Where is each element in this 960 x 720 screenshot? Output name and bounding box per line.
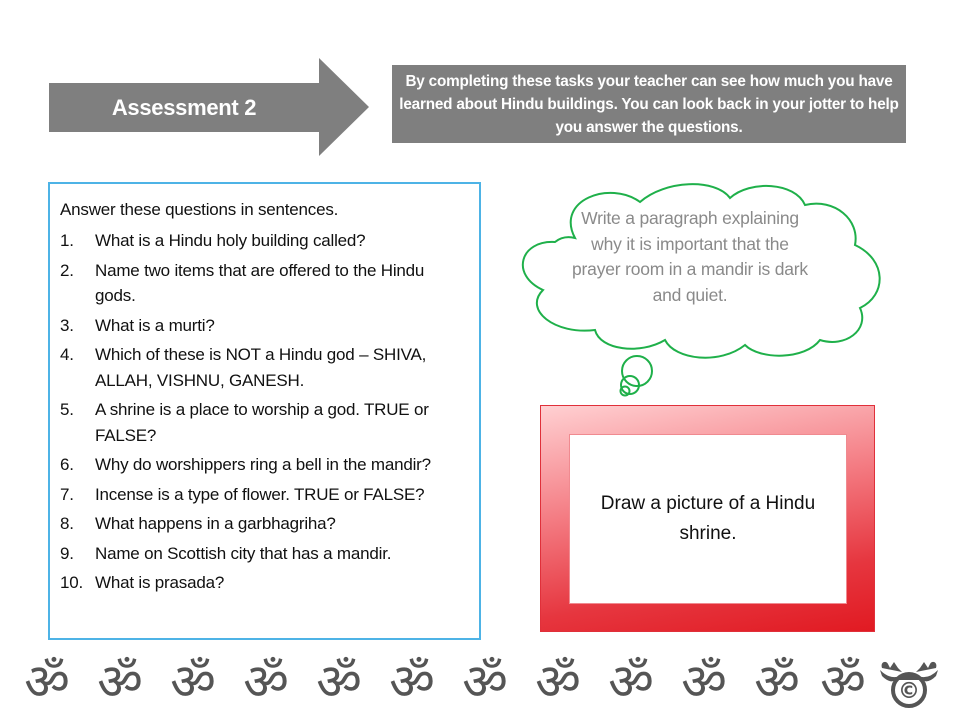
question-text: A shrine is a place to worship a god. TRUE or FALSE? [95, 400, 429, 445]
question-number: 2. [60, 260, 74, 280]
question-item [60, 342, 469, 393]
svg-text:©: © [898, 679, 920, 704]
om-icon: ॐ [97, 653, 143, 711]
om-symbol-strip [0, 650, 960, 720]
copyright-moose-icon [878, 658, 940, 710]
question-number: 4. [60, 345, 74, 364]
assessment-title: Assessment 2 [111, 95, 257, 120]
questions-instruction: Answer these questions in sentences. [60, 200, 339, 219]
question-item [60, 570, 469, 596]
drawing-task-frame [540, 405, 875, 632]
om-icon: ॐ [389, 653, 435, 711]
question-number: 10. [60, 573, 84, 592]
question-text: Which of these is NOT a Hindu god – SHIVA, ALLAH, VISHNU, GANESH. [95, 345, 427, 390]
cloud-task-text: Write a paragraph explaining why it is important that the prayer room in a mandir is dark and quiet. [572, 208, 808, 305]
question-item [60, 482, 469, 508]
question-number: 3. [60, 315, 74, 335]
om-icon: ॐ [820, 653, 866, 711]
thought-cloud-task [515, 180, 887, 400]
om-icon: ॐ [535, 653, 581, 711]
question-text: Name two items that are offered to the Hindu gods. [95, 260, 425, 305]
question-item [60, 452, 469, 478]
intro-banner: By completing these tasks your teacher can see how much you have learned about Hindu buildings. You can look back in your jotter to help you answer the questions. [392, 65, 906, 143]
questions-list [60, 228, 469, 596]
question-number: 8. [60, 514, 74, 533]
question-number: 5. [60, 400, 74, 419]
question-text: Incense is a type of flower. TRUE or FALSE? [95, 484, 425, 504]
question-text: What is a murti? [95, 315, 215, 335]
om-icon: ॐ [316, 653, 362, 711]
om-icon: ॐ [754, 653, 800, 711]
question-number: 7. [60, 484, 74, 504]
question-text: Name on Scottish city that has a mandir. [95, 543, 392, 563]
question-text: Why do worshippers ring a bell in the mandir? [95, 455, 431, 474]
question-text: What happens in a garbhagriha? [95, 514, 336, 533]
om-icon: ॐ [608, 653, 654, 711]
question-item [60, 511, 469, 537]
questions-panel [48, 182, 481, 640]
question-text: What is a Hindu holy building called? [95, 231, 366, 250]
om-icon: ॐ [462, 653, 508, 711]
question-number: 6. [60, 455, 74, 474]
drawing-task-area [569, 434, 847, 604]
om-icon: ॐ [170, 653, 216, 711]
question-number: 9. [60, 543, 74, 563]
question-text: What is prasada? [95, 573, 225, 592]
drawing-task-text: Draw a picture of a Hindu shrine. [600, 493, 816, 544]
question-item [60, 397, 469, 448]
question-item [60, 258, 469, 309]
question-item [60, 313, 469, 339]
question-item [60, 228, 469, 254]
om-icon: ॐ [681, 653, 727, 711]
question-item [60, 541, 469, 567]
om-icon: ॐ [243, 653, 289, 711]
assessment-title-arrow [49, 58, 369, 156]
om-icon: ॐ [24, 653, 70, 711]
question-number: 1. [60, 231, 74, 250]
